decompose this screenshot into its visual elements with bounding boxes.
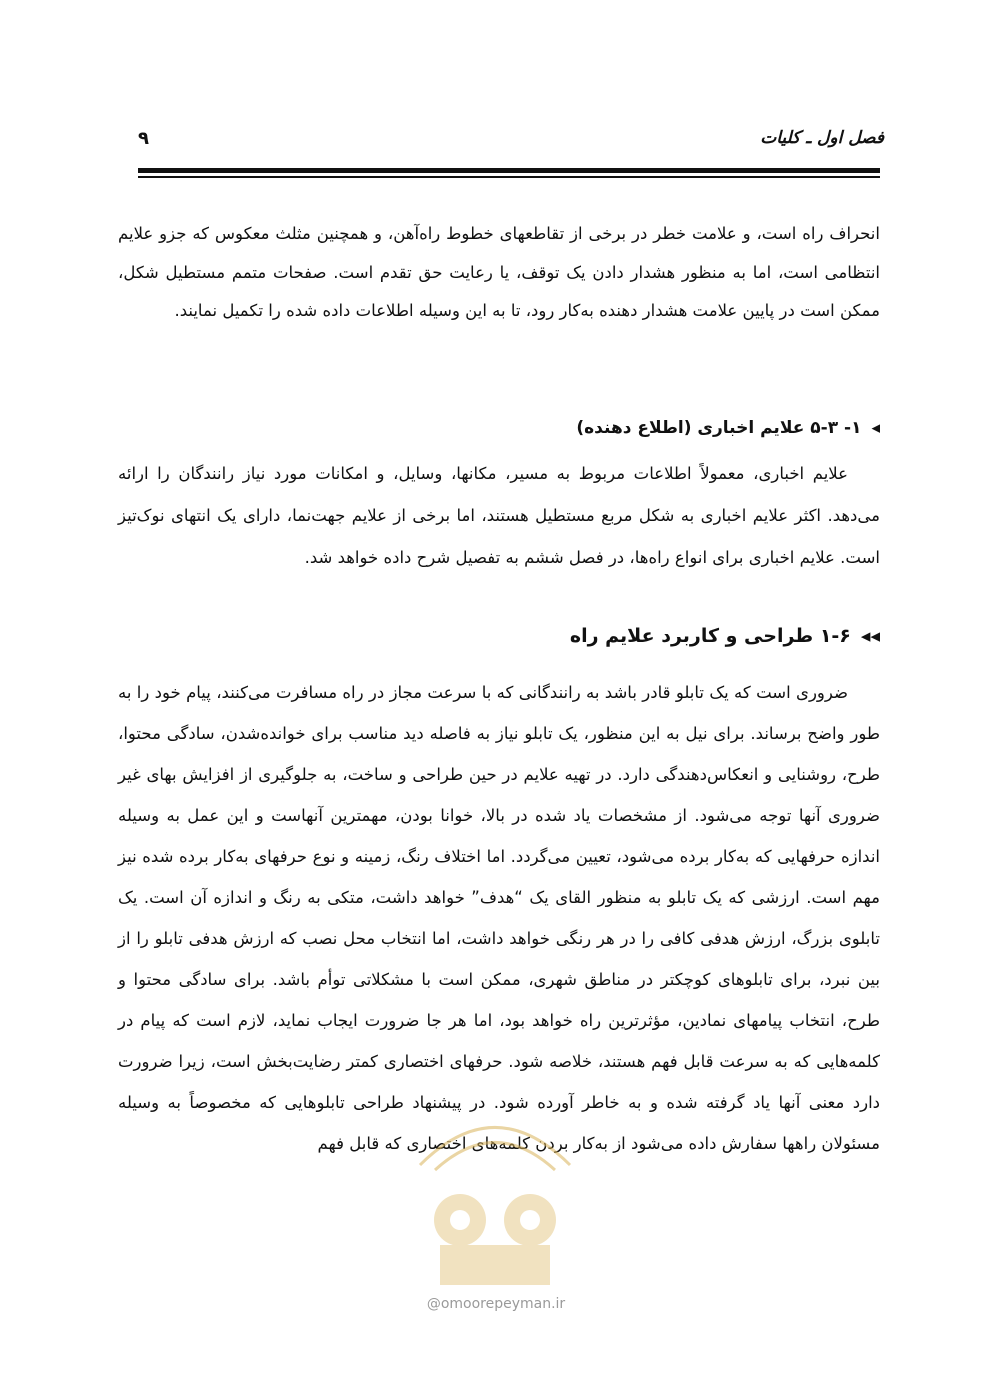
- section-heading-1-5-3-text: ۱- ۵-۳ علایم اخباری (اطلاع دهنده): [576, 418, 862, 438]
- paragraph-1: انحراف راه است، و علامت خطر در برخی از تقاطعهای خطوط راه‌آهن، و همچنین مثلث معکوس که جزو علایم انتظامی است، اما به منظور هشدار دادن یک توقف، یا رعایت حق تقدم است. صفحات متمم مستطیل شکل، ممکن است در پایین علامت هشدار دهنده به‌کار رود، تا به این وسیله اطلاعات داده شده را تکمیل نمایند.: [118, 224, 880, 320]
- at-sign-icon: @: [426, 1296, 441, 1312]
- watermark-logo-icon: [380, 1070, 610, 1300]
- section-heading-1-6: [118, 625, 880, 647]
- paragraph-1-container: [118, 215, 880, 331]
- paragraph-3: ضروری است که یک تابلو قادر باشد به رانندگانی که با سرعت مجاز در راه مسافرت می‌کنند، پیام خود را به طور واضح برساند. برای نیل به این منظور، یک تابلو نیاز به فاصله دید مناسب برای خوانده‌شدن، سادگی محتوا، طرح، روشنایی و انعکاس‌دهندگی دارد. در تهیه علایم در حین طراحی و ساخت، به جلوگیری از افزایش بهای غیر ضروری آنها توجه می‌شود. از مشخصات یاد شده در بالا، خوانا بودن، مهمترین آنهاست و این عمل به وسیله اندازه حرفهایی که به‌کار برده می‌شود، تعیین می‌گردد. اما اختلاف رنگ، زمینه و نوع حرفهای به‌کار برده شده نیز مهم است. ارزشی که یک تابلو به منظور القای یک “هدف” خواهد داشت، متکی به رنگ و اندازه آن است. یک تابلوی بزرگ، ارزش هدفی کافی را در هر رنگی خواهد داشت، اما انتخاب محل نصب که ارزش هدفی تابلو را از بین نبرد، برای تابلوهای کوچکتر در مناطق شهری، ممکن است با مشکلاتی توأم باشد. برای سادگی محتوا و طرح، انتخاب پیامهای نمادین، مؤثرترین راه خواهد بود، اما هر جا ضرورت ایجاب نماید، لازم است که پیام در کلمه‌هایی که به سرعت قابل فهم هستند، خلاصه شود. حرفهای اختصاری کمتر رضایت‌بخش است، زیرا ضرورت دارد معنی آنها یاد گرفته شده و به خاطر آورده شود. در پیشنهاد طراحی تابلوهایی که مخصوصاً به وسیله مسئولان راهها سفارش داده می‌شود از به‌کار بردن کلمه‌های اختصاری که قابل فهم: [118, 683, 880, 1153]
- heading-marker-icon: ◂: [871, 418, 880, 438]
- header-rule-thick: [138, 168, 880, 173]
- paragraph-2-container: [118, 453, 880, 579]
- heading-double-marker-icon: ◂◂: [860, 625, 880, 647]
- footer-watermark-url: [0, 1296, 992, 1312]
- paragraph-2: علایم اخباری، معمولاً اطلاعات مربوط به مسیر، مکانها، وسایل، و امکانات مورد نیاز رانندگان را ارائه می‌دهد. اکثر علایم اخباری به شکل مربع مستطیل هستند، اما برخی از علایم جهت‌نما، دارای یک انتهای نوک‌تیز است. علایم اخباری برای انواع راه‌ها، در فصل ششم به تفصیل شرح داده خواهد شد.: [118, 464, 880, 567]
- running-head: [0, 128, 992, 160]
- chapter-title: فصل اول ـ کلیات: [760, 128, 884, 148]
- header-rule-thin: [138, 176, 880, 178]
- section-heading-1-6-text: ۱-۶ طراحی و کاربرد علایم راه: [569, 625, 851, 647]
- footer-url-text: omoorepeyman.ir: [440, 1296, 566, 1312]
- section-heading-1-5-3: [118, 418, 880, 438]
- page-number: ۹: [138, 128, 149, 149]
